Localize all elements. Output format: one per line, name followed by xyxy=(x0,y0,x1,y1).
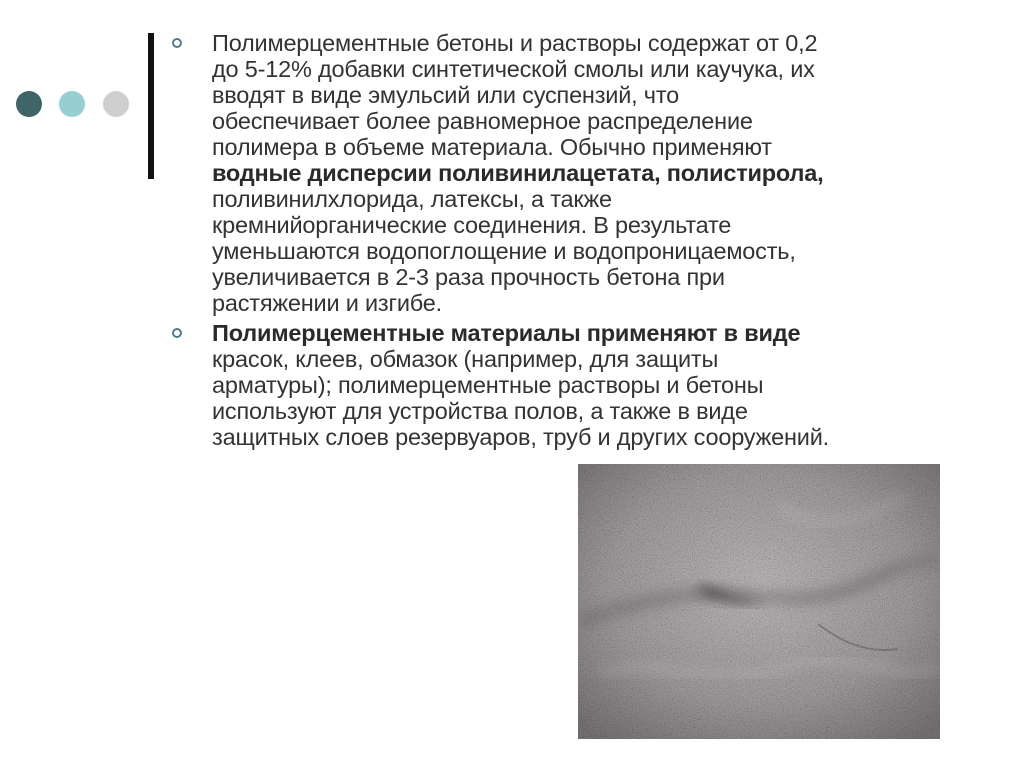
text-line-bold: водные дисперсии поливинилацетата, полистирола, xyxy=(212,160,824,186)
concrete-texture-image xyxy=(578,464,940,739)
decorative-dot-dark xyxy=(16,91,42,117)
text-line: красок, клеев, обмазок (например, для защиты xyxy=(212,346,719,372)
text-line: кремнийорганические соединения. В результате xyxy=(212,212,732,238)
text-line: используют для устройства полов, а также в виде xyxy=(212,398,748,424)
bullet-paragraph-2 xyxy=(172,320,972,450)
text-line: до 5-12% добавки синтетической смолы или каучука, их xyxy=(212,56,815,82)
text-line: увеличивается в 2-3 раза прочность бетона при xyxy=(212,264,725,290)
text-line: обеспечивает более равномерное распределение xyxy=(212,108,753,134)
text-line: защитных слоев резервуаров, труб и других сооружений. xyxy=(212,424,829,450)
bullet-circle-icon xyxy=(172,328,182,338)
text-line: вводят в виде эмульсий или суспензий, что xyxy=(212,82,680,108)
decorative-dot-light xyxy=(59,91,85,117)
text-line: полимера в объеме материала. Обычно применяют xyxy=(212,134,772,160)
text-line-bold: Полимерцементные материалы применяют в виде xyxy=(212,320,801,346)
decorative-dot-gray xyxy=(103,91,129,117)
text-line: Полимерцементные бетоны и растворы содержат от 0,2 xyxy=(212,30,818,56)
decorative-vertical-bar xyxy=(148,33,154,179)
slide-content xyxy=(172,30,972,454)
bullet-paragraph-1 xyxy=(172,30,972,316)
text-line: растяжении и изгибе. xyxy=(212,290,442,316)
text-line: поливинилхлорида, латексы, а также xyxy=(212,186,612,212)
text-line: уменьшаются водопоглощение и водопроницаемость, xyxy=(212,238,796,264)
bullet-circle-icon xyxy=(172,38,182,48)
text-line: арматуры); полимерцементные растворы и бетоны xyxy=(212,372,764,398)
